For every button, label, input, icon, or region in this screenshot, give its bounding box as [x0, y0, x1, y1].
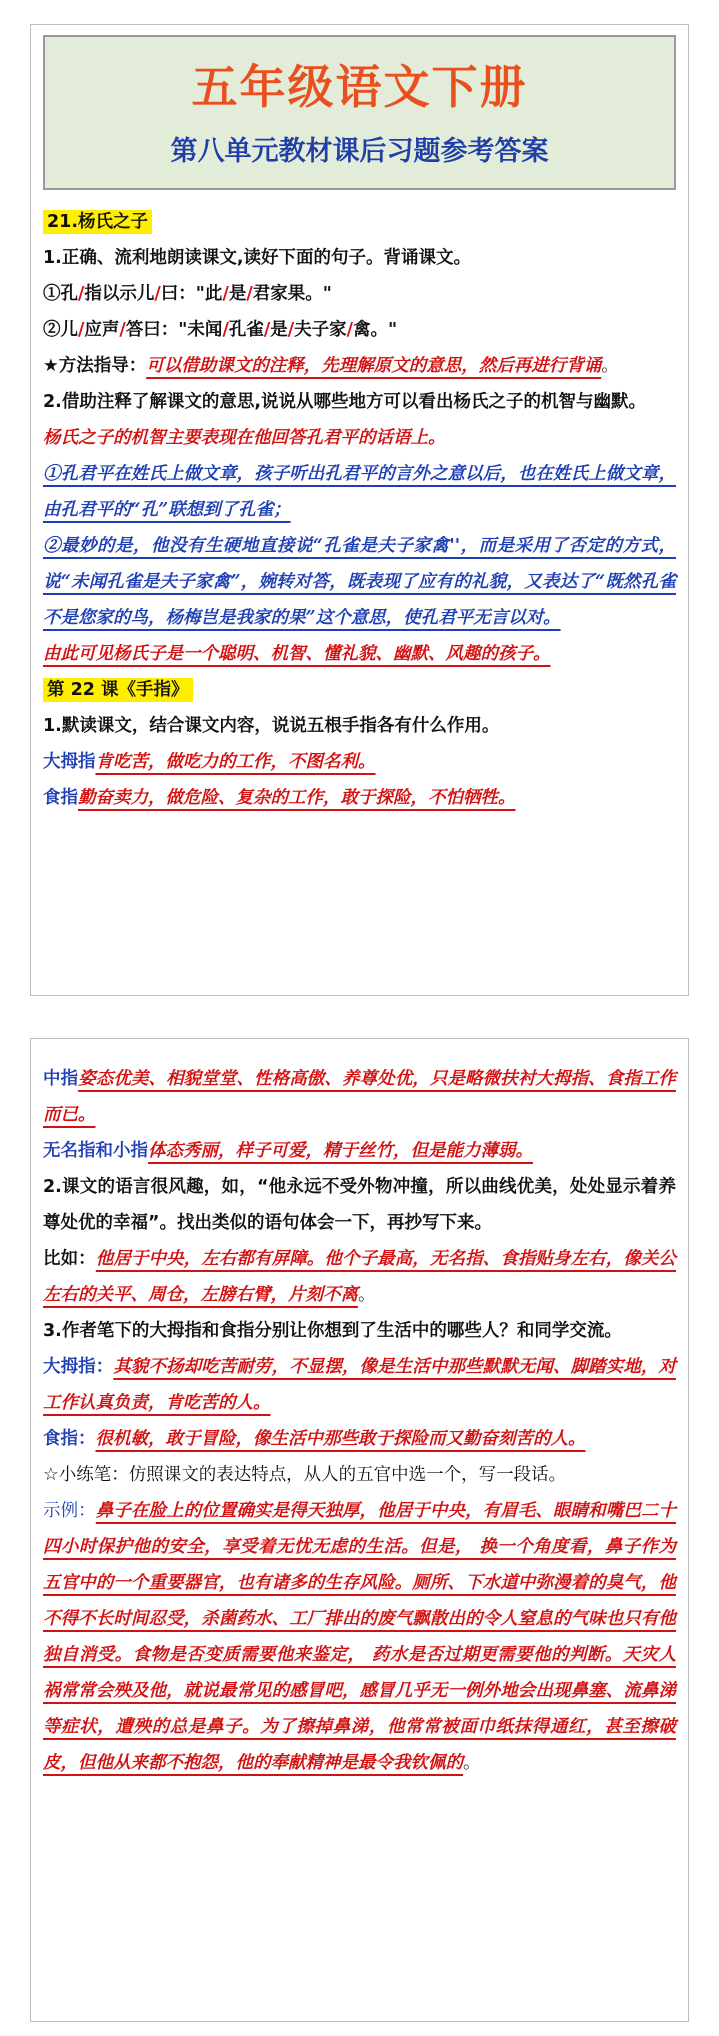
lesson-22-question-1: 1.默读课文，结合课文内容，说说五根手指各有什么作用。 — [43, 716, 500, 736]
answer-point-1: ①孔君平在姓氏上做文章，孩子听出孔君平的言外之意以后，也在姓氏上做文章，由孔君平的“孔”联想到了孔雀； — [43, 464, 676, 520]
answer-index-finger: 食指勤奋卖力，做危险、复杂的工作，敢于探险，不怕牺牲。 — [43, 788, 516, 808]
method-label: ★方法指导： — [43, 356, 147, 376]
answer-example: 比如：他居于中央，左右都有屏障。他个子最高，无名指、食指贴身左右，像关公左右的关平、周仓，左膀右臂，片刻不离。 — [43, 1249, 677, 1305]
lesson-21-heading: 21.杨氏之子 — [43, 210, 152, 234]
answer-point-2: ②最妙的是，他没有生硬地直接说“孔雀是夫子家禽''，而是采用了否定的方式，说“未闻孔雀是夫子家禽”，婉转对答，既表现了应有的礼貌，又表达了“既然孔雀不是您家的鸟，杨梅岂是我家的果”这个意思，使孔君平无言以对。 — [43, 536, 676, 628]
page-title: 五年级语文下册 — [191, 60, 528, 114]
method-text: 可以借助课文的注释，先理解原文的意思，然后再进行背诵 — [146, 356, 602, 376]
practice-sample: 示例：鼻子在脸上的位置确实是得天独厚，他居于中央，有眉毛、眼睛和嘴巴二十四小时保护他的安全，享受着无忧无虑的生活。但是， 换一个角度看，鼻子作为五官中的一个重要器官，也有诸多的生存风险。厕所、下水道中弥漫着的臭气，他不得不长时间忍受，杀菌药水、工厂排出的废气飘散出的令人窒息的气味也只有他独自消受。食物是否变质需要他来鉴定， 药水是否过期更需要他的判断。天灾人祸常常会殃及他，就说最常见的感冒吧，感冒几乎无一例外地会出现鼻塞、流鼻涕等症状，遭殃的总是鼻子。为了擦掉鼻涕，他常常被面巾纸抹得通红，甚至擦破皮，但他从来都不抱怨，他的奉献精神是最令我钦佩的。 — [43, 1501, 677, 1773]
answer-3-index: 食指：很机敏，敢于冒险，像生活中那些敢于探险而又勤奋刻苦的人。 — [43, 1429, 586, 1449]
answer-thumb: 大拇指肯吃苦，做吃力的工作，不图名利。 — [43, 752, 376, 772]
answer-3-thumb: 大拇指：其貌不扬却吃苦耐劳，不显摆，像是生活中那些默默无闻、脚踏实地，对工作认真负责，肯吃苦的人。 — [43, 1357, 676, 1413]
answer-middle-finger: 中指姿态优美、相貌堂堂、性格高傲、养尊处优，只是略微扶衬大拇指、食指工作而已。 — [43, 1069, 676, 1125]
answer-conclusion: 由此可见杨氏子是一个聪明、机智、懂礼貌、幽默、风趣的孩子。 — [43, 644, 551, 664]
lesson-22-section — [31, 672, 688, 816]
lesson-22-question-3: 3.作者笔下的大拇指和食指分别让你想到了生活中的哪些人？和同学交流。 — [43, 1321, 622, 1341]
answer-card-1 — [30, 24, 689, 996]
reading-sentence-1: ①孔/指以示儿/曰："此/是/君家果。" — [43, 284, 332, 304]
lesson-22-continued — [31, 1039, 688, 1781]
lesson-21-section — [31, 190, 688, 672]
lesson-22-question-2: 2.课文的语言很风趣，如，“他永远不受外物冲撞，所以曲线优美，处处显示着养尊处优的幸福”。找出类似的语句体会一下，再抄写下来。 — [43, 1177, 676, 1233]
reading-sentence-2: ②儿/应声/答曰："未闻/孔雀/是/夫子家/禽。" — [43, 320, 398, 340]
answer-intro: 杨氏之子的机智主要表现在他回答孔君平的话语上。 — [43, 428, 446, 448]
practice-prompt: ☆小练笔：仿照课文的表达特点，从人的五官中选一个，写一段话。 — [43, 1465, 567, 1485]
answer-ring-little-finger: 无名指和小指体态秀丽，样子可爱，精于丝竹，但是能力薄弱。 — [43, 1141, 533, 1161]
answer-card-2 — [30, 1038, 689, 2022]
lesson-21-question-1: 1.正确、流利地朗读课文,读好下面的句子。背诵课文。 — [43, 248, 471, 268]
method-guidance: ★方法指导：可以借助课文的注释，先理解原文的意思，然后再进行背诵。 — [43, 356, 619, 376]
page-subtitle: 第八单元教材课后习题参考答案 — [170, 136, 549, 167]
lesson-21-question-2: 2.借助注释了解课文的意思,说说从哪些地方可以看出杨氏之子的机智与幽默。 — [43, 392, 646, 412]
title-banner — [43, 35, 676, 190]
lesson-22-heading: 第 22 课《手指》 — [43, 678, 193, 702]
